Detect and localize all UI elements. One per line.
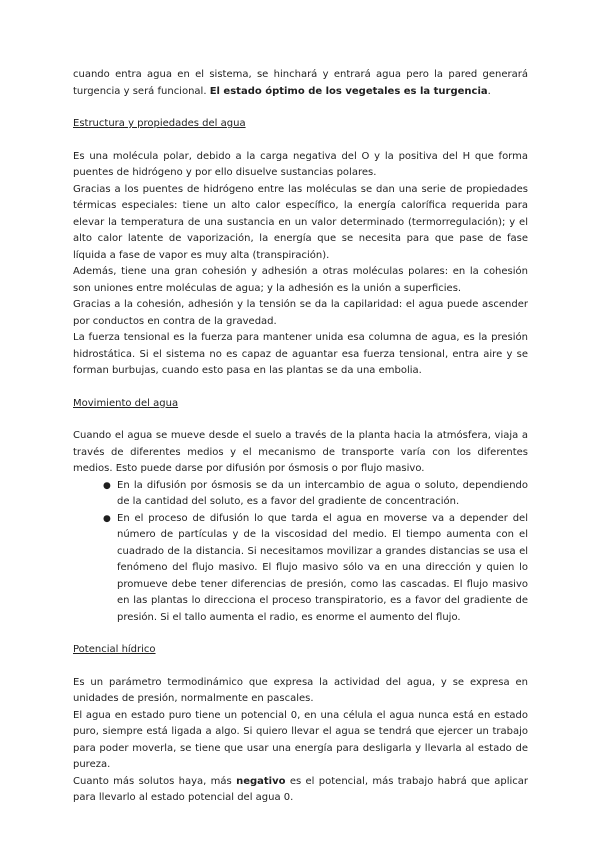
- bold-text: negativo: [236, 775, 286, 787]
- list-item: [103, 511, 528, 627]
- paragraph: Cuando el agua se mueve desde el suelo a través de la planta hacia la atmósfera, viaja a través de diferentes medios y el mecanismo de transporte varía con los diferentes medios. Esto puede darse por difusión por ósmosis o por flujo masivo.: [73, 430, 528, 474]
- intro-text: cuando entra agua en el sistema, se hinchará y entrará agua pero la pared generará turgencia y será funcional.: [73, 69, 528, 97]
- heading-estructura: Estructura y propiedades del agua: [73, 118, 246, 129]
- paragraph: La fuerza tensional es la fuerza para mantener unida esa columna de agua, es la presión hidrostática. Si el sistema no es capaz de aguantar esa fuerza tensional, entra aire y se forman burbujas, cuando esto pasa en las plantas se da una embolia.: [73, 332, 528, 376]
- paragraph: Gracias a la cohesión, adhesión y la tensión se da la capilaridad: el agua puede ascender por conductos en contra de la gravedad.: [73, 299, 528, 327]
- spacer: [73, 133, 528, 149]
- paragraph: Además, tiene una gran cohesión y adhesión a otras moléculas polares: en la cohesión son uniones entre moléculas de agua; y la adhesión es la unión a superficies.: [73, 266, 528, 294]
- list-item-text: En el proceso de difusión lo que tarda el agua en moverse va a depender del número de partículas y de la viscosidad del medio. El tiempo aumenta con el cuadrado de la distancia. Si necesitamos movilizar a grandes distancias se usa el fenómeno del flujo masivo. El flujo masivo sólo va en una dirección y quien lo promueve debe tener diferencias de presión, como las cascadas. El flujo masivo en las plantas lo direcciona el proceso transpiratorio, es a favor del gradiente de presión. Si el tallo aumenta el radio, es enorme el aumento del flujo.: [117, 512, 528, 623]
- bullet-icon: ●: [103, 513, 111, 524]
- text-run: es el potencial, más trabajo habrá que aplicar para llevarlo al estado potencial del agua 0.: [73, 775, 529, 803]
- list-item: [103, 478, 528, 511]
- bullet-list: [73, 478, 528, 627]
- heading-movimiento: Movimiento del agua: [73, 397, 179, 409]
- intro-bold-text: El estado óptimo de los vegetales es la turgencia: [209, 85, 488, 97]
- spacer: [73, 380, 528, 396]
- spacer: [73, 626, 528, 642]
- heading-potencial: Potencial hídrico: [73, 644, 156, 655]
- spacer: [73, 100, 528, 116]
- paragraph: Es una molécula polar, debido a la carga negativa del O y la positiva del H que forma puentes de hidrógeno y por ello disuelve sustancias polares.: [73, 150, 528, 178]
- text-run: Cuanto más solutos haya, más: [73, 775, 237, 787]
- paragraph: El agua en estado puro tiene un potencial 0, en una célula el agua nunca está en estado puro, siempre está ligada a algo. Si quiero llevar el agua se tendrá que ejercer un trabajo para poder moverla, se tiene que usar una energía para desligarla y llevarla al estado de pureza.: [73, 709, 528, 770]
- intro-end: .: [487, 85, 491, 97]
- intro-paragraph: [73, 67, 528, 100]
- spacer: [73, 659, 528, 675]
- paragraph: Gracias a los puentes de hidrógeno entre las moléculas se dan una serie de propiedades térmicas especiales: tiene un alto calor específico, la energía calorífica requerida para elevar la temperatura de una sustancia en un valor determinado (termorregulación); y el alto calor latente de vaporización, la energía que se necesita para que pase de fase líquida a fase de vapor es muy alta (transpiración).: [73, 183, 528, 261]
- list-item-text: En la difusión por ósmosis se da un intercambio de agua o soluto, dependiendo de la cantidad del soluto, es a favor del gradiente de concentración.: [117, 479, 528, 507]
- paragraph: [73, 774, 528, 807]
- bullet-icon: ●: [103, 480, 111, 491]
- document-page: [73, 67, 528, 807]
- paragraph: Es un parámetro termodinámico que expresa la actividad del agua, y se expresa en unidades de presión, normalmente en pascales.: [73, 676, 528, 704]
- spacer: [73, 412, 528, 428]
